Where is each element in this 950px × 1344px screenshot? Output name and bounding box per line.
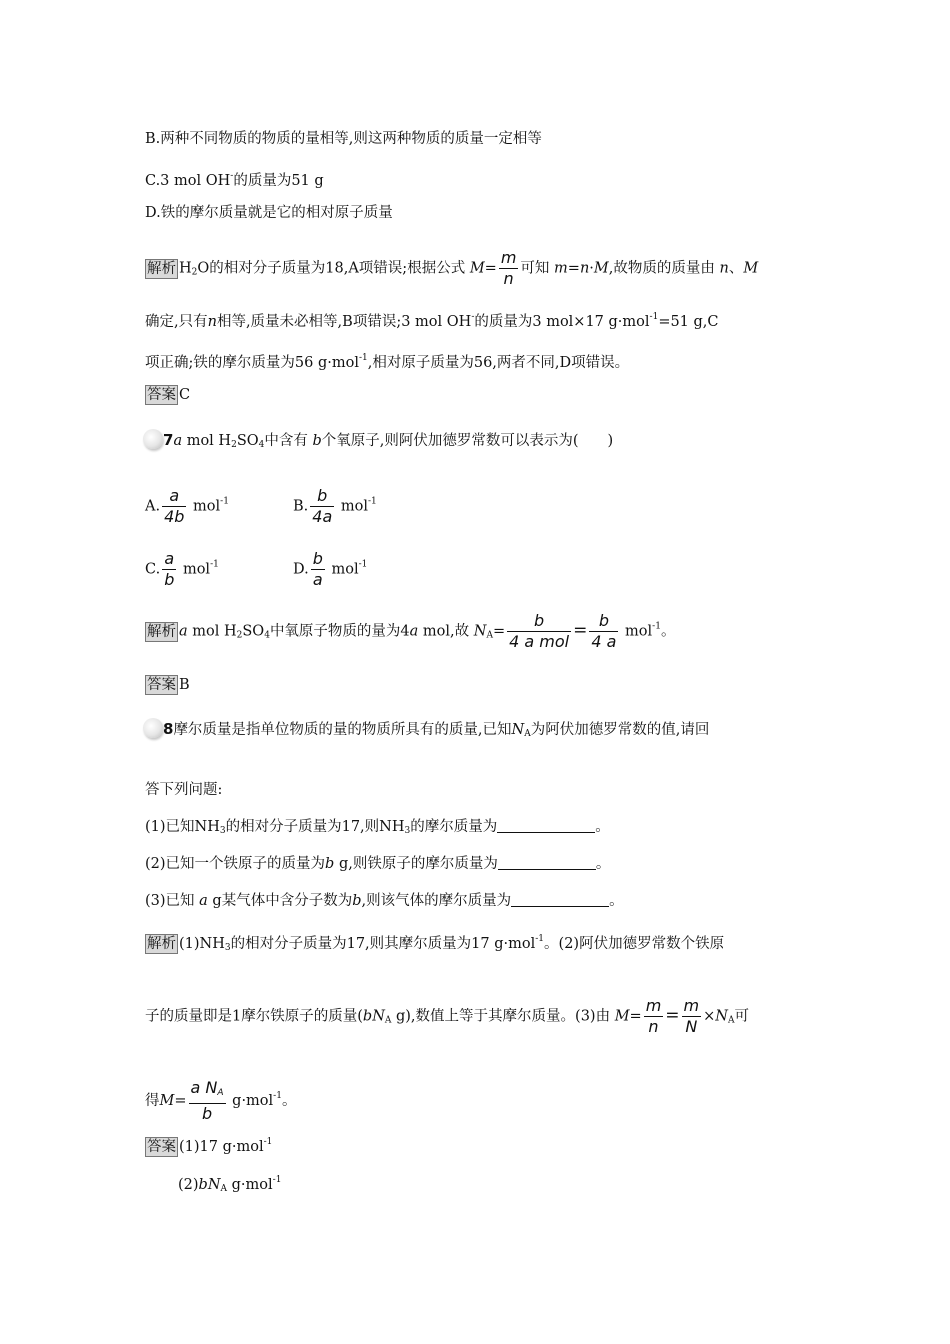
- q7-option-c: C. $\frac{a}{b}$ mol$^{-1}$: [145, 549, 219, 589]
- q8-analysis-line3: 得M= $\frac{a N_A}{b}$ g·mol$^{-1}$。: [145, 1078, 297, 1123]
- q6-option-c: C.3 mol OH-的质量为51 g: [145, 171, 324, 189]
- answer-blank[interactable]: [511, 892, 609, 907]
- answer-label: 答案: [147, 677, 176, 693]
- q7-option-a: A. $\frac{a}{4b}$ mol$^{-1}$: [145, 486, 229, 526]
- q7-option-d: D. $\frac{b}{a}$ mol$^{-1}$: [293, 549, 368, 589]
- question-bullet-icon: [143, 718, 163, 738]
- q6-analysis-line3: 项正确;铁的摩尔质量为56 g·mol$^{-1}$,相对原子质量为56,两者不同,D项错误。: [145, 353, 630, 371]
- q8-analysis-line2: 子的质量即是1摩尔铁原子的质量($bN_A$ g),数值上等于其摩尔质量。(3)由 M= $\frac{m}{n}$ = $\frac{m}{N}$ $\times N_A$可: [145, 996, 749, 1036]
- answer-label: 答案: [147, 387, 176, 403]
- answer-label: 答案: [147, 1139, 176, 1155]
- q7-option-b: B. $\frac{b}{4a}$ mol$^{-1}$: [293, 486, 377, 526]
- analysis-label: 解析: [147, 936, 176, 952]
- q8-stem-line1: 8摩尔质量是指单位物质的量的物质所具有的质量,已知$N_A$为阿伏加德罗常数的值,请回: [145, 718, 709, 744]
- q8-answer-2: $(2)bN_A$ g·mol$^{-1}$: [178, 1175, 282, 1194]
- answer-blank[interactable]: [498, 855, 596, 870]
- q7-stem: 7a mol $H_2SO_4$中含有 b个氧原子,则阿伏加德罗常数可以表示为( ): [145, 429, 613, 455]
- q7-analysis: 解析 a mol $H_2SO_4$中氧原子物质的量为4a mol,故 $N_A=$ $\frac{b}{\text{4 a mol}}$ = $\frac{b}{4 a}$ mol$^{-1}$。: [147, 611, 676, 651]
- answer-blank[interactable]: [497, 818, 595, 833]
- q6-answer: 答案 C: [147, 387, 191, 403]
- q8-analysis-line1: 解析 $(1)NH_3$的相对分子质量为17,则其摩尔质量为17 g·mol$^{-1}$。(2)阿伏加德罗常数个铁原: [147, 934, 725, 953]
- q8-answer-1: 答案 (1)17 g·mol$^{-1}$: [147, 1137, 273, 1155]
- question-bullet-icon: [143, 429, 163, 449]
- analysis-label: 解析: [147, 623, 176, 640]
- analysis-label: 解析: [147, 260, 176, 277]
- q7-answer: 答案 B: [147, 677, 190, 693]
- q6-option-d: D.铁的摩尔质量就是它的相对原子质量: [145, 205, 393, 221]
- q8-part2: (2)已知一个铁原子的质量为b g,则铁原子的摩尔质量为 。: [145, 856, 611, 872]
- q6-analysis-line2: 确定,只有n相等,质量未必相等,B项错误;3 mol OH-的质量为3 mol×17 g·mol$^{-1}$=51 g,C: [145, 312, 719, 330]
- q8-part3: (3)已知 a g某气体中含分子数为b,则该气体的摩尔质量为 。: [145, 893, 624, 909]
- q6-analysis-line1: 解析 $H_2O$的相对分子质量为18,A项错误;根据公式 M= $\frac{m}{n}$ 可知 m=n·M,故物质的质量由 n、M: [147, 248, 759, 288]
- q8-stem-line2: 答下列问题:: [145, 782, 223, 798]
- q8-part1: (1)已知$NH_3$的相对分子质量为17,则$NH_3$的摩尔质量为 。: [145, 819, 610, 836]
- fraction-m-over-n: $\frac{m}{n}$: [500, 248, 517, 288]
- q6-option-b: B.两种不同物质的物质的量相等,则这两种物质的质量一定相等: [145, 131, 542, 147]
